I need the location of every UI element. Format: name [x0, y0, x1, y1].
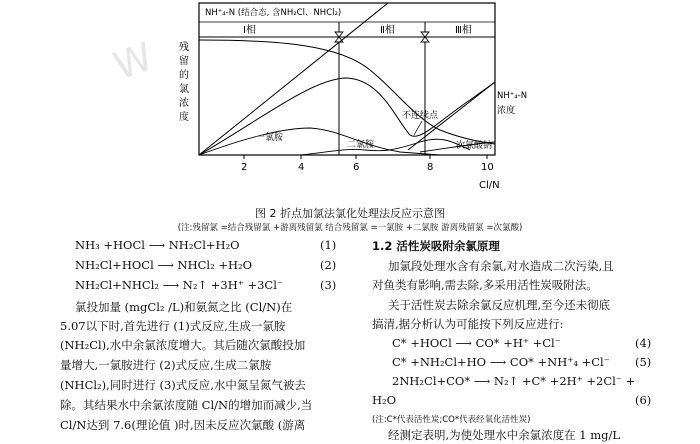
equation-6-number: (6) [635, 393, 652, 407]
paragraph-line: 经测定表明,为使处理水中余氯浓度在 1 mg/L [388, 428, 621, 442]
nh4-label-1: NH⁺₄-N [497, 91, 528, 101]
watermark: W [108, 34, 159, 89]
hypochlorite-label: 次氯酸钠 [456, 141, 493, 151]
paragraph-line: 除。其结果水中余氯浓度随 Cl/N的增加而减少,当 [60, 398, 313, 412]
paragraph-line: 加氯段处理水含有余氯,对水造成二次污染,且 [388, 259, 614, 273]
x-axis-label: Cl/N [479, 180, 500, 191]
x-axis-tick-labels [241, 162, 494, 173]
paragraph-line: 氯投加量 (mgCl₂ /L)和氨氮之比 (Cl/N)在 [75, 300, 293, 314]
svg-text:氯: 氯 [179, 84, 189, 95]
svg-text:留: 留 [179, 56, 189, 67]
svg-text:4: 4 [298, 162, 305, 173]
svg-text:2: 2 [241, 162, 248, 173]
paragraph-line: 关于活性炭去除余氯反应机理,至今还未彻底 [388, 298, 611, 312]
figure-caption: 图 2 折点加氯法氯化处理法反应示意图 [255, 207, 445, 220]
x-axis-ticks [244, 155, 487, 159]
equation-3: NH₂Cl+NHCl₂ ⟶ N₂↑ +3H⁺ +3Cl⁻ [75, 278, 283, 292]
equation-2-number: (2) [320, 258, 337, 272]
svg-text:10: 10 [481, 162, 494, 173]
equation-6: 2NH₂Cl+CO* ⟶ N₂↑ +C* +2H⁺ +2Cl⁻ + [392, 374, 636, 388]
dichloramine-label: 二氯胺 [347, 140, 375, 150]
svg-text:浓: 浓 [179, 98, 189, 109]
monochloramine-curve [199, 128, 440, 155]
zone-3-label: Ⅲ相 [455, 25, 472, 36]
monochloramine-label: 一氯胺 [256, 133, 284, 143]
equation-3-number: (3) [320, 278, 337, 292]
breakpoint-leader [414, 121, 422, 135]
added-chlorine-line [199, 3, 388, 155]
equation-note: (注:C*代表活性炭;CO*代表经氧化活性炭) [372, 415, 531, 425]
paragraph-line: (NH₂Cl),水中余氯浓度增大。其后随次氯酸投加 [60, 338, 306, 352]
svg-text:残: 残 [179, 42, 189, 53]
paragraph-line: 5.07以下时,首先进行 (1)式反应,生成一氯胺 [60, 319, 286, 333]
dichloramine-curve [300, 139, 470, 155]
svg-text:的: 的 [179, 70, 189, 81]
equation-2: NH₂Cl+HOCl ⟶ NHCl₂ +H₂O [75, 258, 253, 272]
zone-2-label: Ⅱ相 [380, 25, 395, 36]
paragraph-line: Cl/N达到 7.6(理论值 )时,因未反应次氯酸 (游离 [60, 418, 306, 432]
paragraph-line: 量增大,一氯胺进行 (2)式反应,生成二氯胺 [60, 358, 272, 372]
svg-text:6: 6 [353, 162, 360, 173]
reaction-diagram [0, 0, 700, 200]
svg-text:度: 度 [179, 112, 189, 123]
figure-caption-note: (注:残留氯 =结合残留氯 +游离残留氯 结合残留氯 =一氯胺 +二氯胺 游离残留氯 =次氯酸) [177, 223, 523, 233]
y-axis-label [179, 41, 189, 123]
section-title: 1.2 活性炭吸附余氯原理 [372, 239, 500, 253]
equation-5-number: (5) [635, 355, 652, 369]
zone-1-label: Ⅰ相 [243, 25, 256, 36]
equation-6-tail: H₂O [372, 393, 397, 407]
equation-4-number: (4) [635, 336, 652, 350]
nh4-label-2: 浓度 [497, 106, 516, 116]
svg-text:8: 8 [427, 162, 434, 173]
equation-1: NH₃ +HOCl ⟶ NH₂Cl+H₂O [75, 238, 240, 252]
paragraph-line: 搞清,据分析认为可能按下列反应进行: [372, 317, 564, 331]
equation-1-number: (1) [320, 238, 337, 252]
breakpoint-label: 不连续点 [402, 111, 439, 121]
top-label: NH⁺₄-N (结合态, 含NH₂Cl、NHCl₂) [205, 8, 342, 18]
equation-5: C* +NH₂Cl+HO ⟶ CO* +NH⁺₄ +Cl⁻ [392, 355, 610, 369]
paragraph-line: (NHCl₂),同时进行 (3)式反应,水中氮呈氮气被去 [60, 378, 306, 392]
equation-4: C* +HOCl ⟶ CO* +H⁺ +Cl⁻ [392, 336, 561, 350]
paragraph-line: 对鱼类有影响,需去除,多采用活性炭吸附法。 [372, 278, 598, 292]
